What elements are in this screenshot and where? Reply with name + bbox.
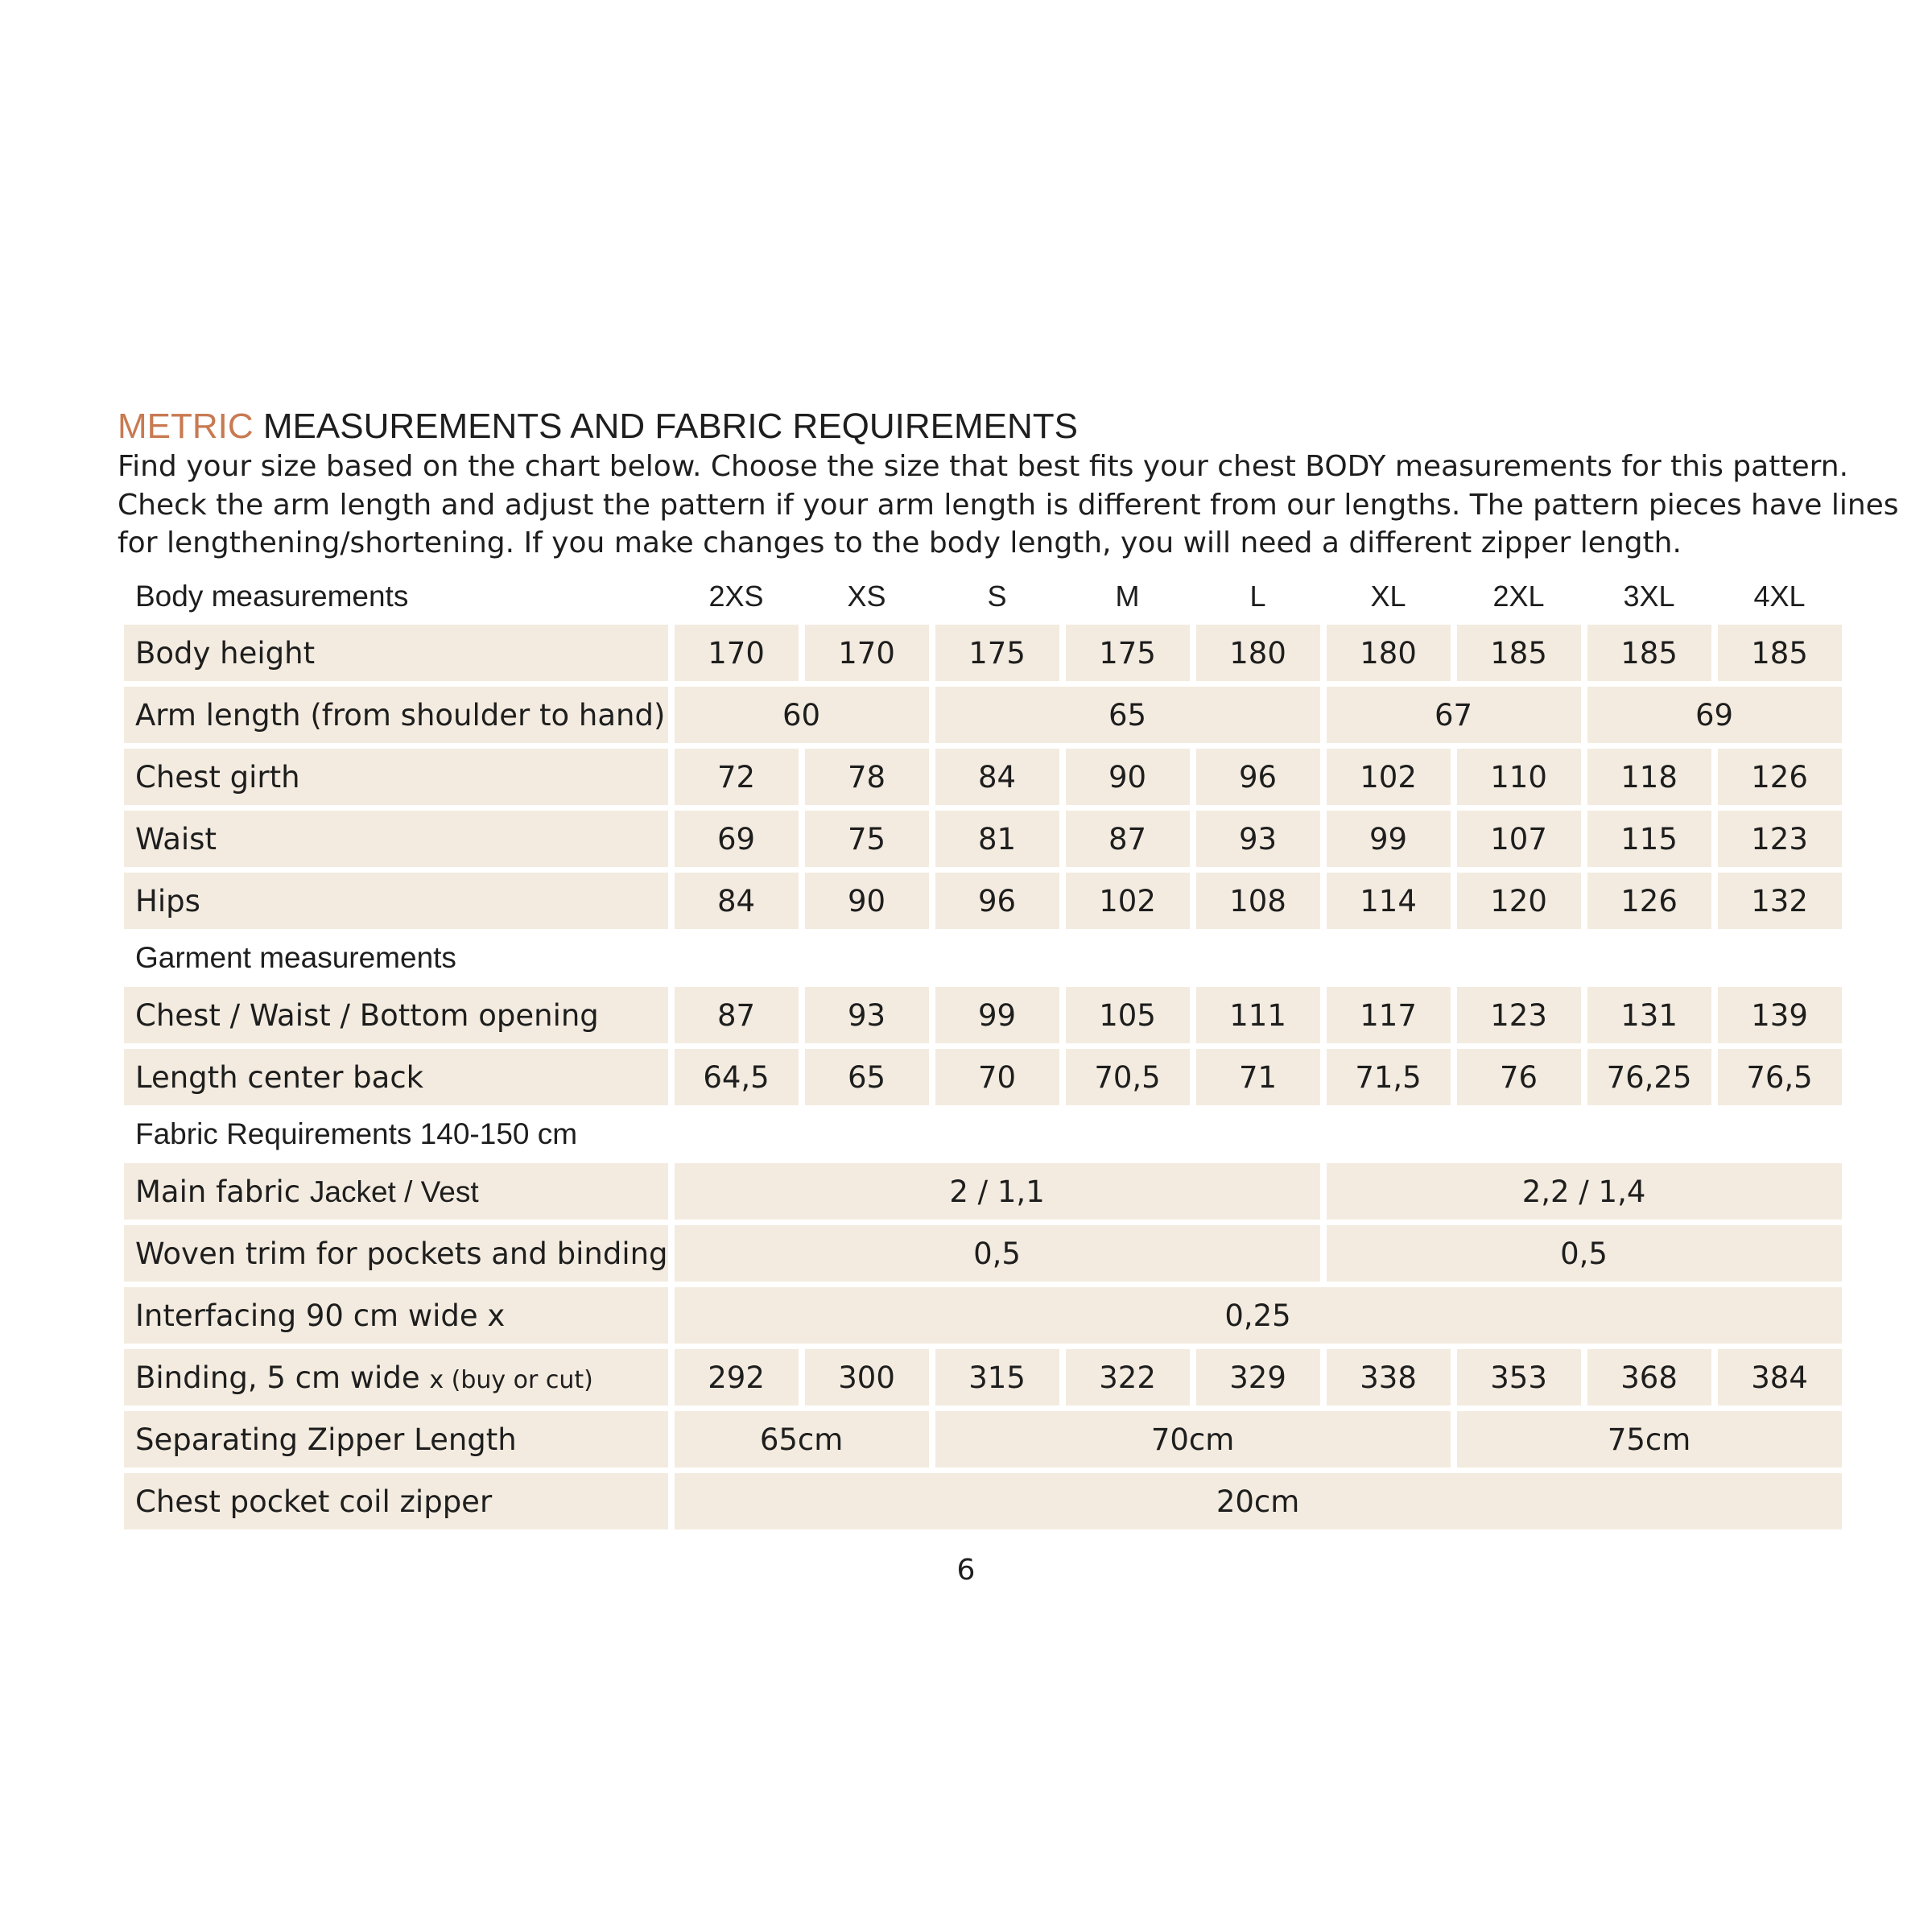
table-cell: 123 [1457,987,1581,1043]
table-cell: 76,5 [1718,1049,1842,1105]
table-cell: 90 [805,873,929,929]
row-label-text: Binding, 5 cm wide [135,1360,430,1395]
table-row [124,1411,1842,1468]
intro-line: Check the arm length and adjust the pattern if your arm length is different from our lengths. The pattern pieces have lines [118,488,1899,522]
table-row [124,1349,1842,1406]
intro-text [118,448,1913,563]
table-cell: 0,5 [1327,1225,1842,1282]
body-measurements-header-row [124,574,1842,619]
row-label: Length center back [124,1049,668,1105]
size-header: 3XL [1623,580,1675,613]
table-cell: 87 [675,987,799,1043]
table-cell: 368 [1587,1349,1711,1406]
garment-measurements-header-row [124,935,1842,981]
size-header: 4XL [1753,580,1806,613]
table-cell: 108 [1196,873,1320,929]
table-cell: 76 [1457,1049,1581,1105]
table-cell: 84 [935,749,1059,805]
table-cell: 76,25 [1587,1049,1711,1105]
table-cell: 69 [675,811,799,867]
measurements-table [118,568,1848,1535]
table-cell: 69 [1587,687,1842,743]
table-cell: 0,25 [675,1287,1842,1344]
table-cell: 126 [1718,749,1842,805]
table-cell: 115 [1587,811,1711,867]
table-cell: 185 [1587,625,1711,681]
intro-line: Find your size based on the chart below. Choose the size that best fits your chest BODY measurements for this pattern. [118,450,1849,483]
table-cell: 322 [1066,1349,1190,1406]
table-cell: 75 [805,811,929,867]
table-row [124,1225,1842,1282]
row-label: Body height [124,625,668,681]
table-row [124,1287,1842,1344]
table-cell: 65 [805,1049,929,1105]
size-header: XS [847,580,886,613]
size-header: M [1115,580,1140,613]
table-cell: 118 [1587,749,1711,805]
table-cell: 180 [1327,625,1451,681]
table-cell: 105 [1066,987,1190,1043]
size-header: 2XS [708,580,764,613]
table-cell: 2 / 1,1 [675,1163,1320,1220]
page-number: 6 [956,1554,976,1587]
table-cell: 84 [675,873,799,929]
table-cell: 78 [805,749,929,805]
table-row [124,987,1842,1043]
table-cell: 96 [1196,749,1320,805]
table-cell: 90 [1066,749,1190,805]
table-cell: 65 [935,687,1320,743]
size-header: L [1249,580,1266,613]
table-cell: 87 [1066,811,1190,867]
table-cell: 102 [1066,873,1190,929]
table-cell: 180 [1196,625,1320,681]
table-cell: 64,5 [675,1049,799,1105]
table-cell: 70cm [935,1411,1451,1468]
table-cell: 126 [1587,873,1711,929]
table-cell: 0,5 [675,1225,1320,1282]
table-cell: 93 [805,987,929,1043]
row-label-emphasis: Jacket / Vest [309,1174,479,1208]
row-label [124,1163,668,1220]
table-row [124,687,1842,743]
table-cell: 123 [1718,811,1842,867]
table-cell: 71,5 [1327,1049,1451,1105]
row-label: Chest girth [124,749,668,805]
table-row [124,811,1842,867]
table-cell: 102 [1327,749,1451,805]
table-cell: 131 [1587,987,1711,1043]
row-label: Chest / Waist / Bottom opening [124,987,668,1043]
table-cell: 175 [935,625,1059,681]
table-cell: 60 [675,687,929,743]
row-label-note: x (buy or cut) [429,1365,593,1394]
table-cell: 170 [675,625,799,681]
table-cell: 139 [1718,987,1842,1043]
table-row [124,625,1842,681]
row-label: Interfacing 90 cm wide x [124,1287,668,1344]
table-cell: 2,2 / 1,4 [1327,1163,1842,1220]
table-row [124,1473,1842,1530]
table-cell: 70,5 [1066,1049,1190,1105]
title-rest: MEASUREMENTS AND FABRIC REQUIREMENTS [253,407,1079,446]
table-cell: 353 [1457,1349,1581,1406]
table-cell: 70 [935,1049,1059,1105]
table-cell: 99 [935,987,1059,1043]
table-cell: 99 [1327,811,1451,867]
table-cell: 175 [1066,625,1190,681]
row-label: Waist [124,811,668,867]
size-header: 2XL [1492,580,1545,613]
row-label-text: Main fabric [135,1174,310,1209]
section-header-body: Body measurements [135,580,409,613]
table-cell: 292 [675,1349,799,1406]
table-cell: 117 [1327,987,1451,1043]
table-cell: 75cm [1457,1411,1842,1468]
table-cell: 185 [1718,625,1842,681]
table-cell: 114 [1327,873,1451,929]
table-cell: 81 [935,811,1059,867]
table-cell: 107 [1457,811,1581,867]
table-cell: 65cm [675,1411,929,1468]
table-cell: 72 [675,749,799,805]
table-cell: 338 [1327,1349,1451,1406]
intro-line: for lengthening/shortening. If you make changes to the body length, you will need a different zipper length. [118,526,1682,559]
row-label: Hips [124,873,668,929]
table-row [124,749,1842,805]
size-header: XL [1370,580,1406,613]
table-row [124,1049,1842,1105]
table-cell: 67 [1327,687,1581,743]
table-row [124,1163,1842,1220]
page-title [118,402,1078,451]
table-cell: 20cm [675,1473,1842,1530]
table-cell: 315 [935,1349,1059,1406]
row-label: Woven trim for pockets and binding [124,1225,668,1282]
table-cell: 110 [1457,749,1581,805]
table-cell: 384 [1718,1349,1842,1406]
table-cell: 329 [1196,1349,1320,1406]
row-label: Chest pocket coil zipper [124,1473,668,1530]
row-label: Arm length (from shoulder to hand) [124,687,668,743]
size-header: S [987,580,1007,613]
table-cell: 170 [805,625,929,681]
row-label [124,1349,668,1406]
section-header-fabric: Fabric Requirements 140-150 cm [135,1117,578,1150]
table-cell: 111 [1196,987,1320,1043]
table-row [124,873,1842,929]
table-cell: 185 [1457,625,1581,681]
table-cell: 132 [1718,873,1842,929]
fabric-requirements-header-row [124,1111,1842,1158]
table-cell: 93 [1196,811,1320,867]
table-cell: 96 [935,873,1059,929]
row-label: Separating Zipper Length [124,1411,668,1468]
section-header-garment: Garment measurements [135,941,456,974]
table-cell: 300 [805,1349,929,1406]
table-cell: 120 [1457,873,1581,929]
title-accent: METRIC [118,407,254,446]
table-cell: 71 [1196,1049,1320,1105]
